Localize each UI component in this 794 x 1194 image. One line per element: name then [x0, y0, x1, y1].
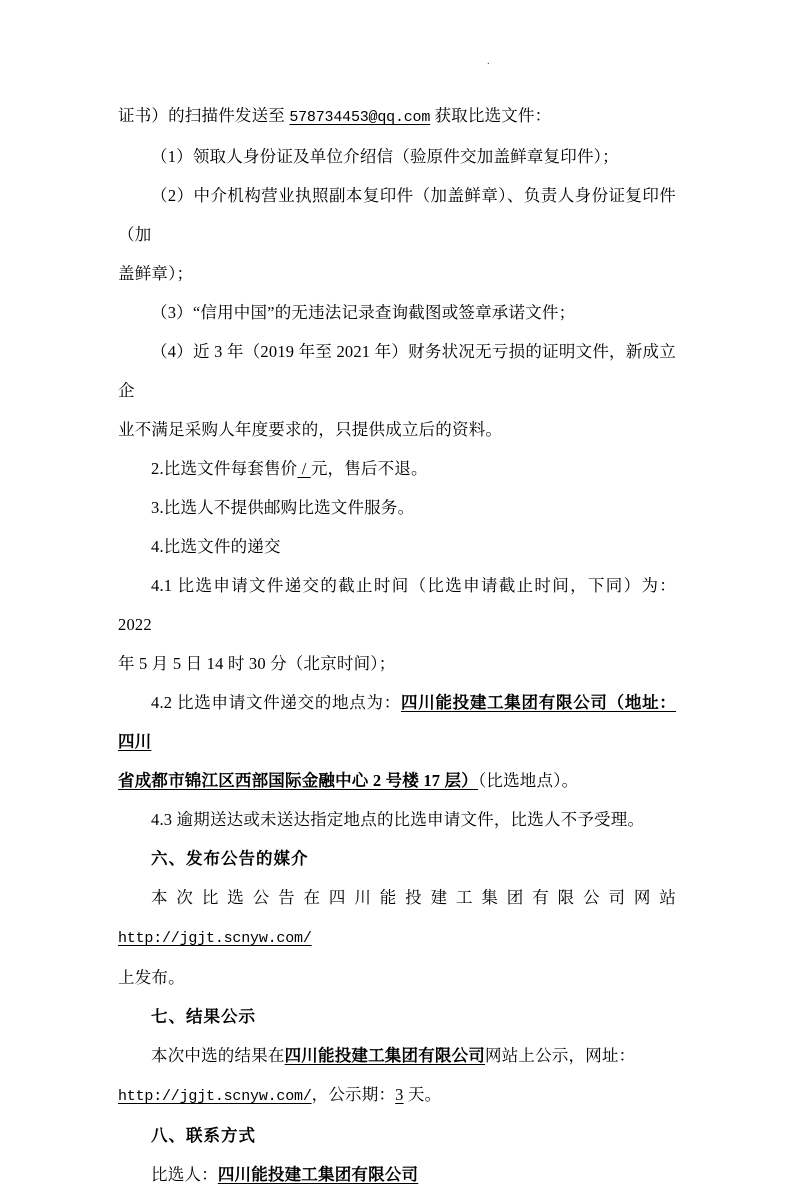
body-paragraph — [118, 1036, 676, 1075]
text-run: （1）领取人身份证及单位介绍信（验原件交加盖鲜章复印件）； — [151, 147, 619, 166]
text-run: 元，售后不退。 — [310, 459, 428, 478]
text-run: 证书）的扫描件发送至 — [118, 106, 290, 125]
text-run: 四川能投建工集团有限公司（地址：四川 — [118, 693, 677, 751]
text-run: 发布公告的媒介 — [186, 849, 309, 868]
body-paragraph — [118, 254, 676, 293]
body-paragraph — [118, 488, 676, 527]
section-heading — [118, 839, 676, 878]
text-run: 业不满足采购人年度要求的，只提供成立后的资料。 — [118, 420, 503, 439]
text-run: 3 — [395, 1085, 404, 1104]
text-run: 结果公示 — [186, 1007, 256, 1026]
text-run: 4.比选文件的递交 — [151, 537, 281, 556]
text-run: 4.3 逾期送达或未送达指定地点的比选申请文件，比选人不予受理。 — [151, 810, 645, 829]
page-top-mark: . — [487, 55, 490, 67]
text-run: （2）中介机构营业执照副本复印件（加盖鲜章）、负责人身份证复印件（加 — [118, 186, 676, 244]
text-run: 六、 — [151, 849, 186, 868]
text-run: 七、 — [151, 1007, 186, 1026]
text-run: 联系方式 — [186, 1126, 256, 1145]
body-paragraph — [118, 878, 676, 958]
text-run: （比选地点）。 — [477, 771, 579, 790]
body-paragraph — [118, 293, 676, 332]
text-run: 本次比选公告在四川能投建工集团有限公司网站 — [151, 888, 676, 907]
text-run: （3）“信用中国”的无违法记录查询截图或签章承诺文件； — [151, 303, 576, 322]
text-run: 网站上公示，网址： — [485, 1046, 636, 1065]
body-paragraph — [118, 644, 676, 683]
body-paragraph — [118, 1155, 676, 1194]
text-run: 八、 — [151, 1126, 186, 1145]
body-paragraph — [118, 1075, 676, 1116]
link-text[interactable]: 578734453@qq.com — [289, 109, 431, 126]
body-paragraph — [118, 761, 676, 800]
text-run: 盖鲜章）； — [118, 264, 194, 283]
text-run: 上发布。 — [118, 968, 185, 987]
body-paragraph — [118, 527, 676, 566]
body-paragraph — [118, 96, 676, 137]
text-run: ，公示期： — [311, 1085, 396, 1104]
text-run: 本次中选的结果在 — [151, 1046, 285, 1065]
document-body — [118, 96, 676, 1194]
text-run: 4.2 比选申请文件递交的地点为： — [151, 693, 401, 712]
link-text[interactable]: http://jgjt.scnyw.com/ — [118, 1088, 312, 1105]
text-run: 省成都市锦江区西部国际金融中心 2 号楼 17 层） — [118, 771, 478, 790]
body-paragraph — [118, 800, 676, 839]
body-paragraph — [118, 683, 676, 761]
body-paragraph — [118, 176, 676, 254]
text-run: （4）近 3 年（2019 年至 2021 年）财务状况无亏损的证明文件，新成立企 — [118, 342, 676, 400]
body-paragraph — [118, 566, 676, 644]
section-heading — [118, 997, 676, 1036]
body-paragraph — [118, 958, 676, 997]
text-run: 2.比选文件每套售价 — [151, 459, 298, 478]
text-run: 年 5 月 5 日 14 时 30 分（北京时间）； — [118, 654, 396, 673]
body-paragraph — [118, 137, 676, 176]
text-run: 4.1 比选申请文件递交的截止时间（比选申请截止时间，下同）为：2022 — [118, 576, 676, 634]
body-paragraph — [118, 332, 676, 410]
text-run: / — [297, 459, 311, 478]
text-run: 四川能投建工集团有限公司 — [217, 1165, 419, 1184]
text-run: 比选人： — [151, 1165, 218, 1184]
text-run: 四川能投建工集团有限公司 — [284, 1046, 486, 1065]
text-run: 3.比选人不提供邮购比选文件服务。 — [151, 498, 415, 517]
body-paragraph — [118, 449, 676, 488]
text-run: 获取比选文件： — [430, 106, 552, 125]
link-text[interactable]: http://jgjt.scnyw.com/ — [118, 930, 312, 947]
body-paragraph — [118, 410, 676, 449]
text-run: 天。 — [403, 1085, 442, 1104]
